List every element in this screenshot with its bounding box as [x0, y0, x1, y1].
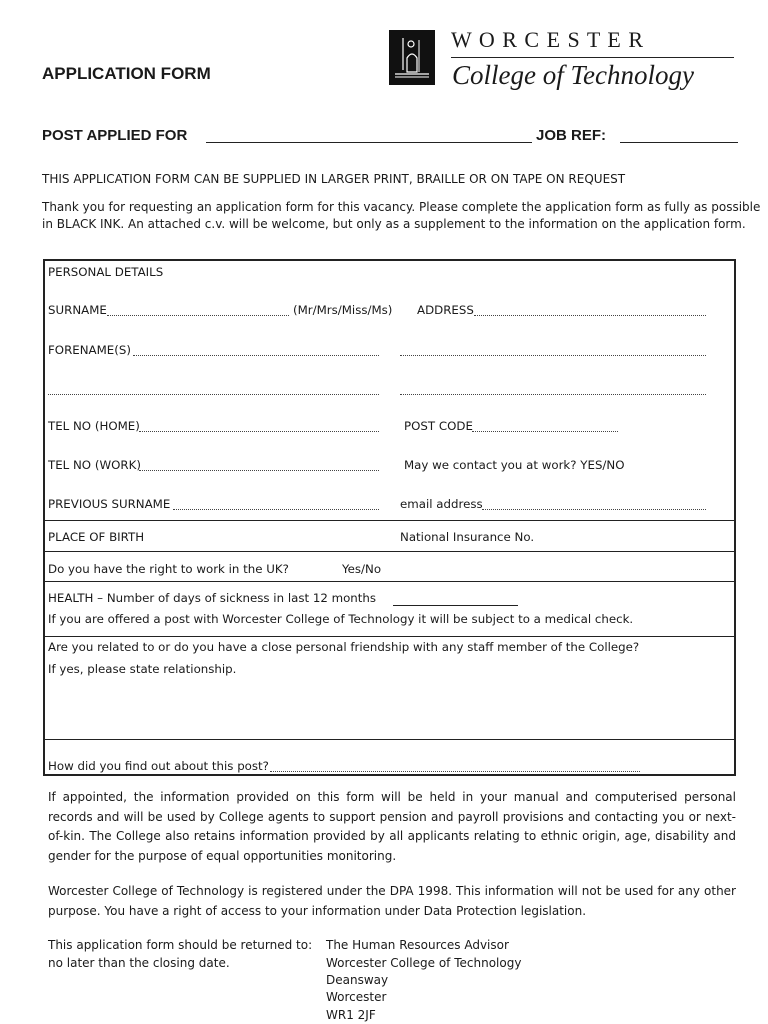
page-title: APPLICATION FORM	[42, 64, 211, 83]
find-out-field[interactable]	[270, 761, 640, 772]
return-instruction-2: no later than the closing date.	[48, 956, 230, 970]
email-field[interactable]	[482, 499, 706, 510]
health-label: HEALTH – Number of days of sickness in last 12 months	[48, 591, 377, 605]
job-ref-field[interactable]	[620, 128, 738, 143]
return-address-line-5: WR1 2JF	[326, 1008, 376, 1022]
thanks-line-1: Thank you for requesting an application form for this vacancy. Please complete the application form as fully as possible	[42, 200, 761, 214]
dpa-paragraph: Worcester College of Technology is registered under the DPA 1998. This information will not be used for any other purpose. You have a right of access to your information under Data Protection legislation.	[48, 884, 736, 918]
address-field-3[interactable]	[400, 384, 706, 395]
related-question: Are you related to or do you have a close personal friendship with any staff member of the College?	[48, 640, 640, 654]
forenames-field-2[interactable]	[48, 384, 379, 395]
related-note: If yes, please state relationship.	[48, 662, 237, 676]
address-field-2[interactable]	[400, 345, 706, 356]
health-note: If you are offered a post with Worcester College of Technology it will be subject to a medical check.	[48, 612, 634, 626]
email-label: email address	[400, 497, 483, 511]
tel-home-label: TEL NO (HOME)	[48, 419, 140, 433]
address-field-1[interactable]	[474, 305, 706, 316]
data-use-paragraph: If appointed, the information provided on this form will be held in your manual and computerised personal records and will be used by College agents to support pension and payroll provisions and contacting you or next-of-kin. The College also retains information provided by all applicants relating to ethnic origin, age, disability and gender for the purpose of equal opportunities monitoring.	[48, 790, 736, 863]
right-to-work-question: Do you have the right to work in the UK?	[48, 562, 289, 576]
logo-rule	[451, 57, 734, 58]
post-applied-label: POST APPLIED FOR	[42, 127, 188, 144]
place-of-birth-label: PLACE OF BIRTH	[48, 530, 145, 544]
return-address-line-1: The Human Resources Advisor	[326, 938, 509, 952]
row-divider	[45, 551, 734, 552]
return-instruction-1: This application form should be returned to:	[48, 938, 313, 952]
post-code-field[interactable]	[472, 421, 618, 432]
forenames-label: FORENAME(S)	[48, 343, 131, 357]
row-divider	[45, 581, 734, 582]
format-notice: THIS APPLICATION FORM CAN BE SUPPLIED IN LARGER PRINT, BRAILLE OR ON TAPE ON REQUEST	[42, 172, 626, 186]
surname-label: SURNAME	[48, 303, 107, 317]
post-applied-field[interactable]	[206, 128, 532, 143]
forenames-field[interactable]	[133, 345, 379, 356]
sickness-days-field[interactable]	[393, 593, 518, 606]
logo-wordmark-bottom: College of Technology	[452, 60, 694, 90]
job-ref-label: JOB REF:	[536, 127, 607, 144]
personal-details-box	[43, 259, 736, 776]
previous-surname-field[interactable]	[173, 499, 379, 510]
tel-home-field[interactable]	[139, 421, 379, 432]
college-logo	[389, 30, 435, 85]
row-divider	[45, 739, 734, 740]
tel-work-field[interactable]	[139, 460, 379, 471]
college-crest-icon	[389, 30, 435, 85]
find-out-label: How did you find out about this post?	[48, 759, 269, 773]
ni-number-label: National Insurance No.	[400, 530, 535, 544]
title-options: (Mr/Mrs/Miss/Ms)	[293, 303, 393, 317]
surname-field[interactable]	[107, 305, 289, 316]
logo-wordmark-top: W O R C E S T E R	[451, 27, 645, 52]
post-code-label: POST CODE	[404, 419, 473, 433]
personal-details-heading: PERSONAL DETAILS	[48, 265, 164, 279]
row-divider	[45, 520, 734, 521]
right-to-work-yes-no[interactable]: Yes/No	[342, 562, 382, 576]
contact-at-work-question: May we contact you at work? YES/NO	[404, 458, 625, 472]
return-address-line-3: Deansway	[326, 973, 389, 987]
return-address-line-2: Worcester College of Technology	[326, 956, 522, 970]
previous-surname-label: PREVIOUS SURNAME	[48, 497, 171, 511]
thanks-line-2: in BLACK INK. An attached c.v. will be welcome, but only as a supplement to the information on the application form.	[42, 217, 746, 231]
address-label: ADDRESS	[417, 303, 474, 317]
tel-work-label: TEL NO (WORK)	[48, 458, 141, 472]
return-address-line-4: Worcester	[326, 990, 387, 1004]
row-divider	[45, 636, 734, 637]
